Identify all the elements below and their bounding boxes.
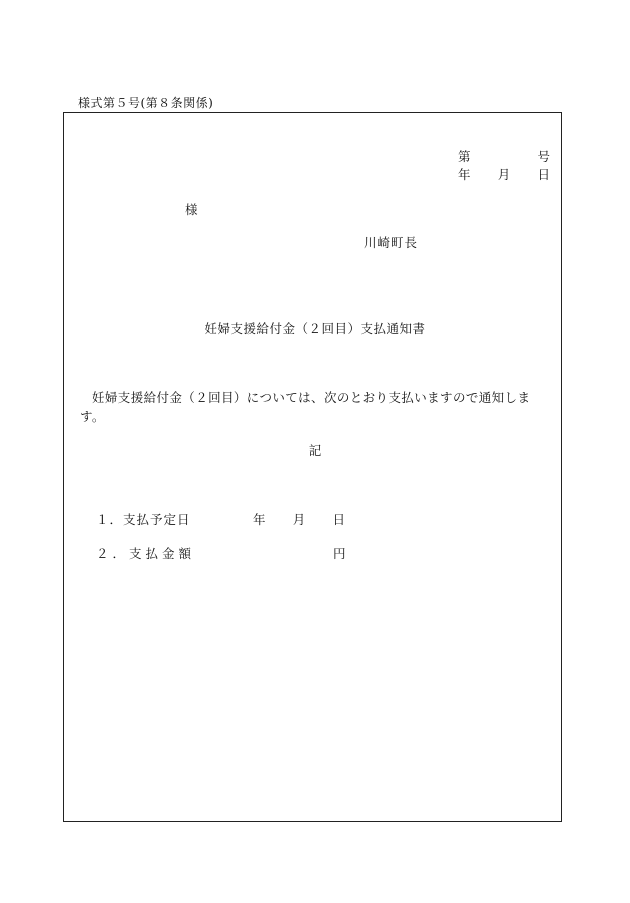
item-payment-date: [96, 510, 191, 528]
form-number-label: 様式第５号(第８条関係): [78, 96, 214, 110]
yen-unit: 円: [333, 546, 346, 561]
issue-month-unit: 月: [497, 167, 511, 182]
ki-marker: 記: [308, 443, 322, 458]
issue-date-line: [458, 165, 550, 183]
document-number-line: [458, 147, 550, 165]
payment-month-unit: 月: [292, 512, 306, 527]
number-prefix: 第: [458, 149, 471, 164]
document-title: 妊婦支援給付金（２回目）支払通知書: [204, 321, 426, 336]
document-frame: [63, 112, 562, 822]
sender-name: 川崎町長: [364, 235, 419, 250]
number-suffix: 号: [537, 149, 550, 164]
payment-date-fields: [253, 510, 345, 528]
issue-day-unit: 日: [537, 167, 550, 182]
payment-year-unit: 年: [253, 512, 266, 527]
issue-year-unit: 年: [458, 167, 471, 182]
item-payment-amount: [96, 544, 195, 562]
addressee-honorific: 様: [185, 202, 198, 217]
payment-day-unit: 日: [332, 512, 345, 527]
payment-date-label: １．支払予定日: [96, 512, 191, 527]
payment-amount-label: ２．支払金額: [96, 546, 196, 561]
body-text: 妊婦支援給付金（２回目）については、次のとおり支払いますので通知します。: [80, 390, 531, 424]
